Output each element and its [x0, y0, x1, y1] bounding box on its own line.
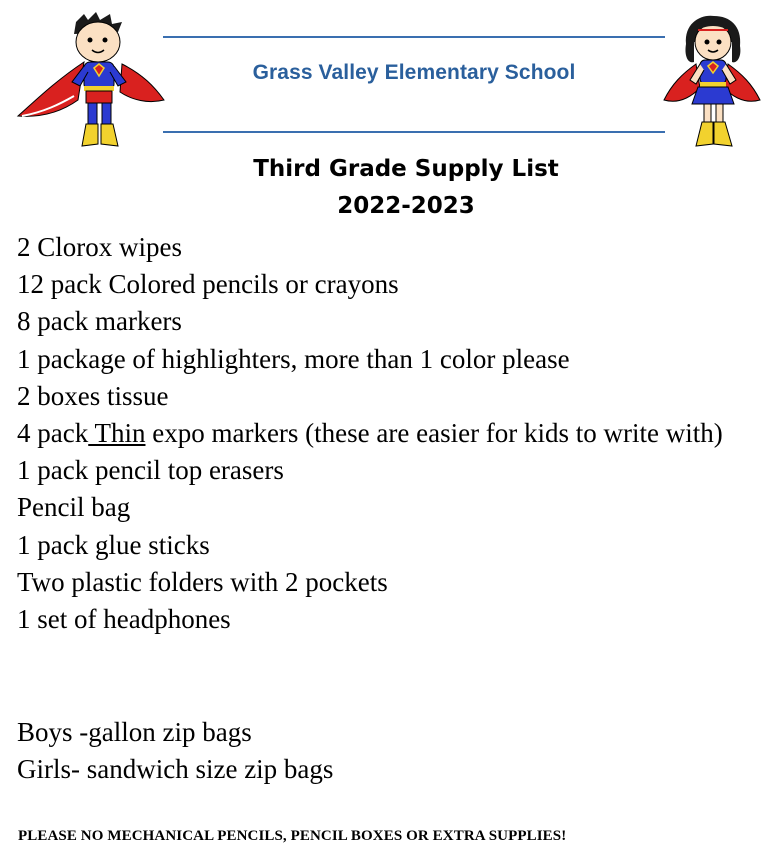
notice-text: PLEASE NO MECHANICAL PENCILS, PENCIL BOXES OR EXTRA SUPPLIES! — [18, 828, 567, 844]
list-item: Pencil bag — [17, 492, 131, 523]
page-title — [0, 151, 772, 225]
list-item — [17, 415, 767, 452]
header-rule-bottom — [163, 131, 665, 133]
list-item-text: expo markers (these are easier for kids to write with) — [145, 418, 723, 449]
page-header — [0, 0, 772, 150]
school-name: Grass Valley Elementary School — [252, 61, 576, 84]
list-item-text: 4 pack — [17, 418, 89, 449]
list-item: 1 pack glue sticks — [17, 529, 210, 560]
list-item: Boys -gallon zip bags — [17, 717, 252, 747]
list-item: 12 pack Colored pencils or crayons — [17, 269, 399, 300]
list-item: 1 pack pencil top erasers — [17, 455, 284, 486]
underlined-word: Thin — [88, 418, 146, 449]
school-year: 2022-2023 — [337, 193, 475, 219]
supply-list — [17, 229, 767, 638]
superhero-boy-icon — [14, 12, 166, 152]
bags-list — [17, 714, 333, 788]
list-item: 2 Clorox wipes — [17, 232, 182, 262]
superhero-girl-icon — [662, 12, 762, 152]
list-item: Girls- sandwich size zip bags — [17, 754, 334, 785]
list-item: 8 pack markers — [17, 306, 182, 337]
list-item: 1 set of headphones — [17, 604, 231, 635]
list-item: 2 boxes tissue — [17, 380, 169, 411]
header-rule-top — [163, 36, 665, 38]
title-line: Third Grade Supply List — [253, 156, 559, 182]
list-item: 1 package of highlighters, more than 1 color please — [17, 343, 570, 374]
list-item: Two plastic folders with 2 pockets — [17, 566, 388, 597]
